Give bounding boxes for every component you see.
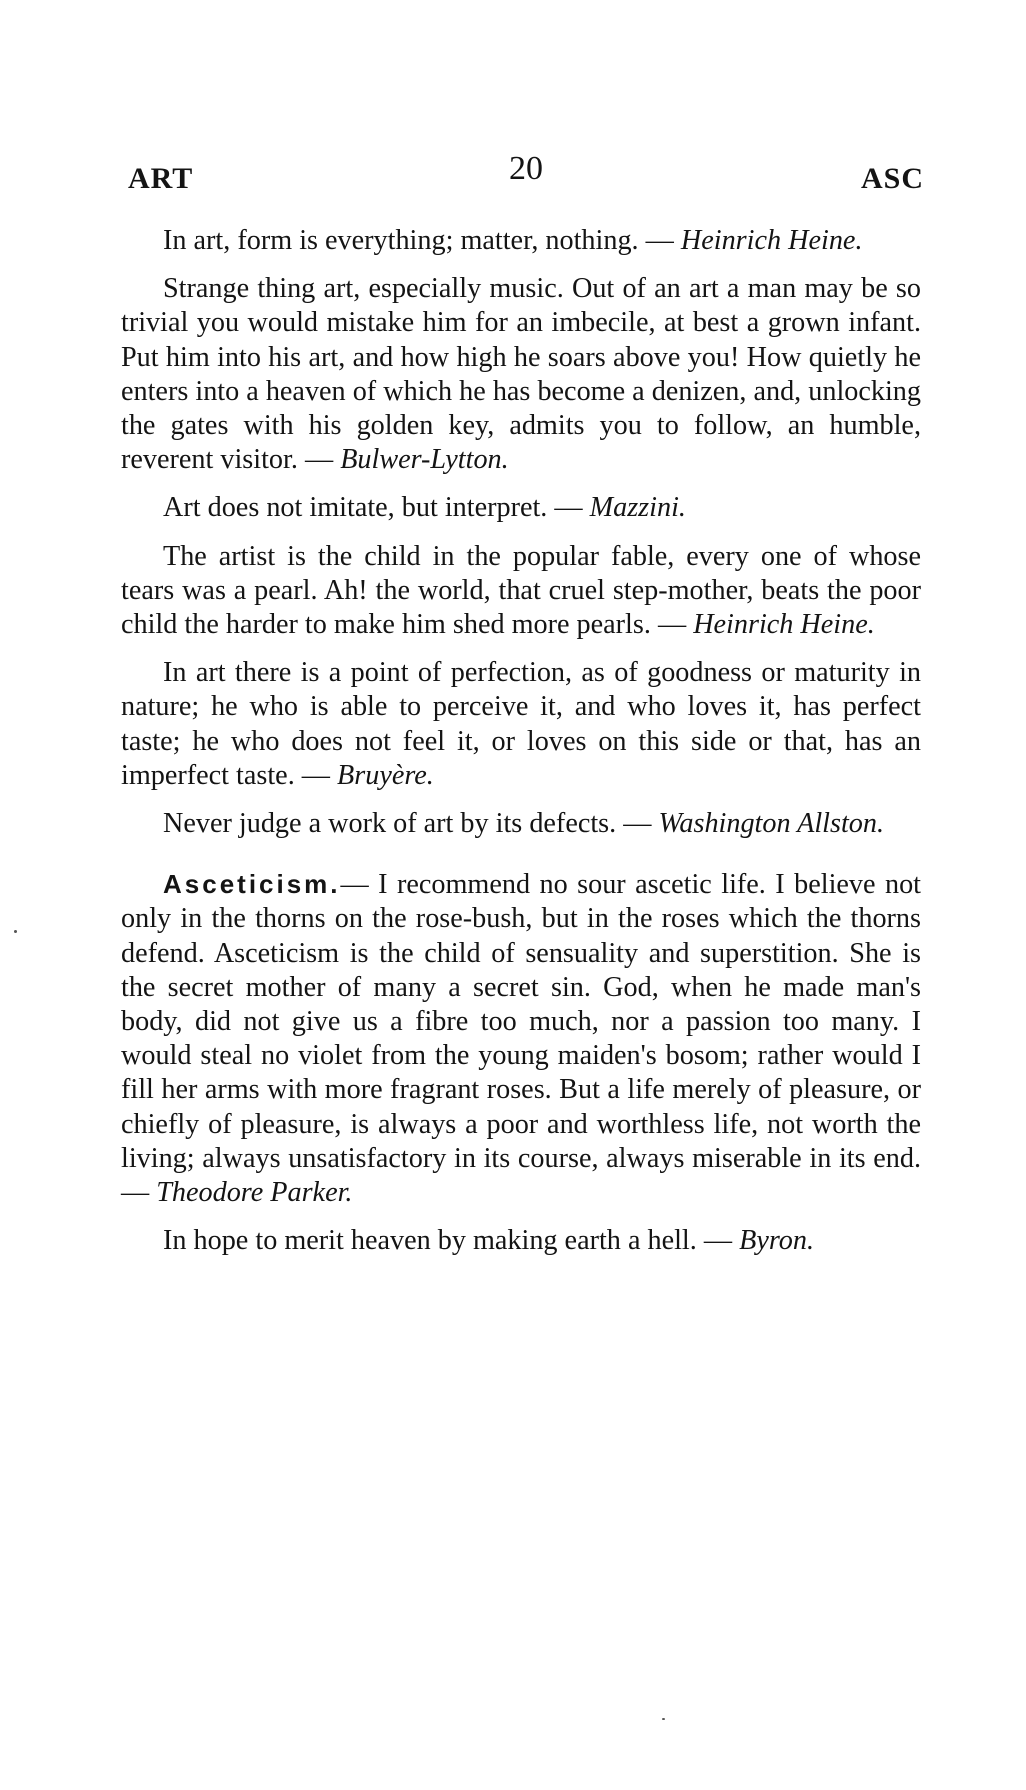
quote-text: — I recommend no sour ascetic life. I believe not only in the thorns on the rose-bush, but in the roses which the thorns defend. Asceticism is the child of sensuality and superstition. She is the secret mother of many a secret sin. God, when he made man's body, did not give us a fibre too much, nor a passion too many. I would steal no violet from the young maiden's bosom; rather would I fill her arms with more fragrant roses. But a life merely of pleasure, or chiefly of pleasure, is always a poor and worthless life, not worth the living; always unsatisfactory in its course, always miserable in its end. — — [121, 869, 921, 1209]
quote-author: Heinrich Heine. — [680, 225, 863, 256]
running-header — [128, 150, 924, 200]
quote-entry — [121, 224, 921, 258]
quote-entry — [121, 807, 921, 841]
quote-text: The artist is the child in the popular fable, every one of whose tears was a pearl. Ah! the world, that cruel step-mother, beats the poor child the harder to make him shed more pearls. — — [121, 540, 921, 641]
quote-author: Bulwer-Lytton. — [340, 444, 509, 476]
quote-entry — [121, 656, 921, 793]
page-body — [121, 224, 921, 1272]
quote-author: Washington Allston. — [658, 808, 885, 840]
topic-heading: Asceticism. — [163, 869, 341, 900]
paper-speck — [662, 1718, 665, 1720]
quote-text: Art does not imitate, but interpret. — — [163, 492, 583, 524]
header-right-guideword: ASC — [860, 162, 924, 195]
quote-entry — [121, 1224, 921, 1258]
quote-author: Byron. — [739, 1225, 814, 1257]
quote-entry — [121, 272, 921, 477]
header-left-guideword: ART — [128, 162, 194, 195]
quote-author: Bruyère. — [337, 759, 434, 791]
quote-text: In hope to merit heaven by making earth a hell. — — [163, 1225, 733, 1257]
quote-text: In art there is a point of perfection, as of goodness or maturity in nature; he who is able to perceive it, and who loves it, has perfect taste; he who does not feel it, or loves on this side or that, has an imperfect taste. — — [121, 657, 921, 791]
quote-author: Heinrich Heine. — [693, 609, 875, 641]
quote-text: Never judge a work of art by its defects. — — [163, 808, 652, 840]
quote-entry — [121, 491, 921, 525]
quote-text: Strange thing art, especially music. Out of an art a man may be so trivial you would mistake him for an imbecile, at best a grown infant. Put him into his art, and how high he soars above you! How quietly he enters into a heaven of which he has become a denizen, and, unlocking the gates with his golden key, admits you to follow, an humble, reverent visitor. — — [121, 273, 921, 476]
quote-author: Theodore Parker. — [156, 1177, 353, 1209]
quote-entry — [121, 540, 921, 643]
quote-text: In art, form is everything; matter, nothing. — — [163, 225, 674, 256]
quote-author: Mazzini. — [589, 492, 686, 524]
topic-entry — [121, 867, 921, 1210]
page-number: 20 — [509, 150, 543, 187]
paper-speck — [14, 930, 17, 933]
